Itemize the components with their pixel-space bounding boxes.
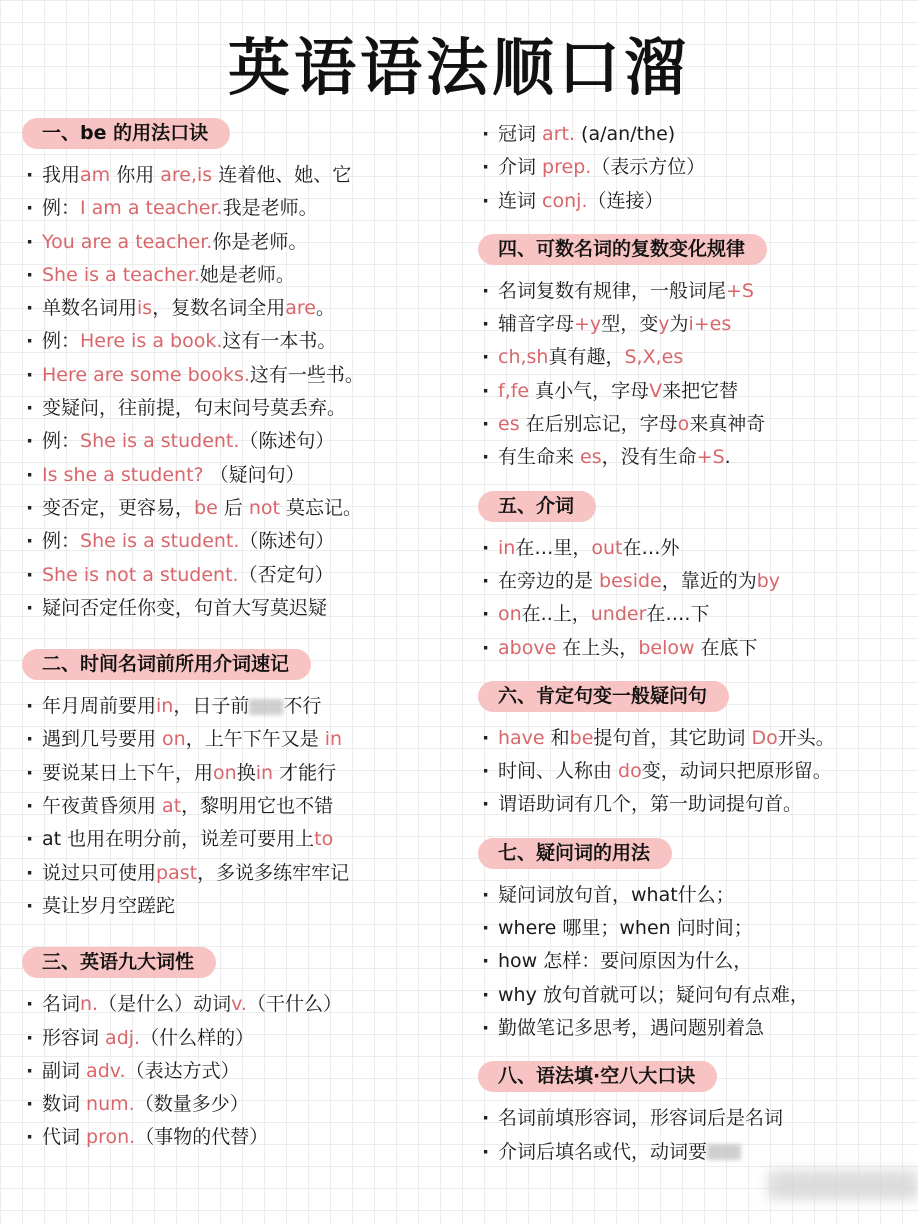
line-text: 单数名词用 [42,297,138,320]
highlighted-term: on [213,761,237,784]
bullet-line [478,408,903,441]
highlighted-term: to [314,828,334,851]
blurred-text [707,1144,741,1160]
highlighted-term: ch,sh [498,346,549,369]
line-text: 名词 [42,993,81,1016]
section-lines [478,722,903,822]
bullet-line [478,945,903,978]
bullet-line [22,425,452,458]
line-text: 连词 [498,189,543,212]
line-text: （连接） [587,189,664,212]
bullet-line [478,1012,903,1045]
line-text: 和 [544,726,570,749]
bullet-line [22,259,452,292]
line-text: 变疑问，往前提，句末问号莫丢弃。 [42,397,347,420]
bullet-line [22,492,452,525]
bullet-line [478,441,903,474]
line-text: ，复数名词全用 [152,297,286,320]
section-lines [22,988,452,1154]
highlighted-term: under [590,603,647,626]
line-text: 在…里， [515,536,592,559]
line-text: 遇到几号要用 [42,728,163,751]
bullet-line [22,690,452,723]
bullet-line [478,565,903,598]
bullet-line [22,723,452,756]
highlighted-term: pron. [86,1126,136,1149]
line-text: 变否定，更容易， [42,496,195,519]
line-text: 介词 [498,156,543,179]
section-grammar-fill [478,1061,903,1169]
highlighted-term: in [156,695,174,718]
bullet-line [478,755,903,788]
section-parts-of-speech [22,947,452,1154]
bullet-line [478,632,903,665]
highlighted-term: are,is [160,164,213,186]
line-text: 真小气，字母 [529,379,650,402]
section-heading: 五、介词 [478,491,596,522]
bullet-line [478,912,903,945]
line-text: （表示方位） [591,156,706,179]
highlighted-term: i+es [688,313,732,336]
line-text: 名词复数有规律，一般词尾 [498,279,727,302]
line-text: （数量多少） [134,1093,249,1116]
line-text: 年月周前要用 [42,695,157,718]
section-lines [478,118,903,218]
line-text: . [724,446,731,469]
section-lines [478,879,903,1045]
line-text: 才能行 [273,761,337,784]
line-text: 她是老师。 [199,263,295,286]
bullet-line [22,823,452,856]
highlighted-term: +y [574,313,602,336]
highlighted-term: S,X,es [624,346,684,369]
highlighted-term: f,fe [498,379,530,402]
highlighted-term: +S [696,446,725,469]
highlighted-term: on [498,603,522,626]
line-text: （否定句） [238,563,334,586]
section-parts-of-speech-continued [478,118,903,218]
line-text: （陈述句） [239,530,335,553]
highlighted-term: Here is a book. [80,330,223,353]
highlighted-term: art. [542,123,575,145]
highlighted-term: be [569,726,594,749]
line-text: at 也用在明分前，说差可要用上 [42,828,315,851]
bullet-line [22,790,452,823]
line-text: 在上头， [556,636,639,659]
section-lines [22,159,452,625]
bullet-line [22,325,452,358]
line-text: 例： [42,330,81,353]
highlighted-term: conj. [542,189,588,212]
line-text: 要说某日上下午，用 [42,761,214,784]
line-text: 辅音字母 [498,313,575,336]
line-text: 有生命来 [498,446,581,469]
highlighted-term: Is she a student? [42,463,204,486]
line-text: （疑问句） [203,463,305,486]
bullet-line [478,1102,903,1135]
highlighted-term: She is a teacher. [42,263,200,286]
section-question-conversion [478,681,903,822]
highlighted-term: prep. [542,156,592,179]
bullet-line [478,598,903,631]
blurred-text [249,699,283,715]
line-text: 冠词 [498,123,543,145]
line-text: 。 [315,297,335,320]
section-heading: 四、可数名词的复数变化规律 [478,234,767,265]
line-text: 来真神奇 [689,413,766,436]
line-text: 真有趣， [548,346,625,369]
bullet-line [22,1088,452,1121]
line-text: how 怎样：要问原因为什么， [498,950,753,973]
line-text: （干什么） [246,993,342,1016]
line-text: 后 [217,496,249,519]
line-text: 莫忘记。 [279,496,363,519]
highlighted-term: beside [599,569,662,592]
highlighted-term: v. [231,993,247,1016]
line-text: 我是老师。 [222,197,318,220]
bullet-line [22,359,452,392]
line-text: 时间、人称由 [498,760,619,783]
bullet-line [22,159,452,192]
section-lines [478,532,903,665]
line-text: 形容词 [42,1026,106,1049]
highlighted-term: in [498,536,516,559]
watermark-blur [768,1170,918,1200]
bullet-line [478,341,903,374]
line-text: （什么样的） [140,1026,255,1049]
bullet-line [478,788,903,821]
highlighted-term: am [80,164,111,186]
line-text: 型，变 [601,313,659,336]
line-text: 你用 [110,164,161,186]
left-column [22,118,452,1155]
line-text: 疑问词放句首，what什么； [498,883,735,906]
highlighted-term: es [580,446,602,469]
bullet-line [22,1121,452,1154]
section-lines [478,1102,903,1169]
line-text: ，日子前 [173,695,250,718]
line-text: 勤做笔记多思考，遇问题别着急 [498,1016,765,1039]
line-text: 变，动词只把原形留。 [641,760,832,783]
highlighted-term: past [156,861,198,884]
bullet-line [22,757,452,790]
bullet-line [478,375,903,408]
line-text: 连着他、她、它 [212,164,352,186]
bullet-line [22,292,452,325]
line-text: where 哪里；when 问时间； [498,917,753,940]
section-heading: 一、be 的用法口诀 [22,118,230,149]
line-text: 你是老师。 [212,230,308,253]
section-lines [22,690,452,923]
highlighted-term: n. [80,993,99,1016]
line-text: 副词 [42,1059,87,1082]
line-text: ，靠近的为 [661,569,757,592]
line-text: （事物的代替） [135,1126,269,1149]
line-text: 数词 [42,1093,87,1116]
line-text: 我用 [42,164,81,186]
highlighted-term: +S [726,279,754,302]
highlighted-term: She is not a student. [42,563,239,586]
line-text: 在..上， [521,603,591,626]
bullet-line [22,525,452,558]
bullet-line [22,226,452,259]
section-prepositions [478,491,903,665]
highlighted-term: are [285,297,316,320]
line-text: 午夜黄昏须用 [42,795,163,818]
bullet-line [478,532,903,565]
section-heading: 八、语法填·空八大口诀 [478,1061,717,1092]
highlighted-term: I am a teacher. [80,197,223,220]
section-question-words [478,838,903,1045]
line-text: （是什么）动词 [98,993,232,1016]
line-text: (a/an/the) [575,123,676,145]
line-text: 在后别忘记，字母 [519,413,678,436]
line-text: 在底下 [694,636,758,659]
line-text: ，多说多练牢牢记 [197,861,350,884]
right-column [478,118,903,1169]
bullet-line [22,890,452,923]
line-text: 这有一本书。 [222,330,337,353]
line-text: 提句首，其它助词 [593,726,752,749]
section-plural-rules [478,234,903,475]
bullet-line [22,1055,452,1088]
bullet-line [22,592,452,625]
section-heading: 七、疑问词的用法 [478,838,672,869]
highlighted-term: in [324,728,343,751]
section-lines [478,275,903,475]
highlighted-term: y [658,313,670,336]
highlighted-term: adj. [105,1026,141,1049]
bullet-line [22,192,452,225]
bullet-line [22,459,452,492]
line-text: 名词前填形容词，形容词后是名词 [498,1107,784,1130]
line-text: 在….下 [646,603,710,626]
line-text: ，上午下午又是 [185,728,325,751]
bullet-line [478,151,903,184]
highlighted-term: is [137,297,153,320]
highlighted-term: Do [751,726,778,749]
line-text: 莫让岁月空蹉跎 [42,894,176,917]
line-text: ，没有生命 [601,446,697,469]
line-text: 疑问否定任你变，句首大写莫迟疑 [42,596,328,619]
line-text: 说过只可使用 [42,861,157,884]
section-heading: 六、肯定句变一般疑问句 [478,681,729,712]
line-text: 例： [42,430,81,453]
bullet-line [22,857,452,890]
highlighted-term: adv. [86,1059,126,1082]
bullet-line [22,559,452,592]
page-title: 英语语法顺口溜 [227,31,690,104]
section-heading: 二、时间名词前所用介词速记 [22,649,311,680]
bullet-line [478,979,903,1012]
bullet-line [478,1136,903,1169]
bullet-line [22,392,452,425]
line-text: 不行 [283,695,322,718]
highlighted-term: She is a student. [80,430,240,453]
line-text: 介词后填名或代，动词要 [498,1140,708,1163]
line-text: （表达方式） [125,1059,240,1082]
line-text: 为 [669,313,689,336]
highlighted-term: have [498,726,545,749]
highlighted-term: o [677,413,690,436]
line-text: 例： [42,197,81,220]
highlighted-term: not [248,496,280,519]
line-text: （陈述句） [239,430,335,453]
line-text: why 放句首就可以；疑问句有点难， [498,983,809,1006]
bullet-line [22,988,452,1021]
line-text: 来把它替 [662,379,739,402]
highlighted-term: You are a teacher. [42,230,213,253]
highlighted-term: on [162,728,186,751]
line-text: 代词 [42,1126,87,1149]
bullet-line [22,1022,452,1055]
highlighted-term: by [756,569,781,592]
line-text: 换 [236,761,256,784]
section-be-usage [22,118,452,625]
line-text: 谓语助词有几个，第一助词提句首。 [498,793,803,816]
bullet-line [478,275,903,308]
highlighted-term: below [638,636,695,659]
highlighted-term: out [591,536,623,559]
highlighted-term: above [498,636,557,659]
line-text: 在…外 [622,536,680,559]
highlighted-term: es [498,413,520,436]
bullet-line [478,185,903,218]
highlighted-term: She is a student. [80,530,240,553]
bullet-line [478,118,903,151]
highlighted-term: Here are some books. [42,363,250,386]
line-text: ，黎明用它也不错 [181,795,334,818]
highlighted-term: do [618,760,642,783]
bullet-line [478,722,903,755]
section-heading: 三、英语九大词性 [22,947,216,978]
highlighted-term: at [162,795,182,818]
line-text: 例： [42,530,81,553]
bullet-line [478,879,903,912]
section-time-prepositions [22,649,452,923]
highlighted-term: V [649,379,663,402]
line-text: 在旁边的是 [498,569,600,592]
bullet-line [478,308,903,341]
highlighted-term: in [255,761,274,784]
line-text: 开头。 [777,726,835,749]
highlighted-term: num. [86,1093,135,1116]
highlighted-term: be [194,496,218,519]
line-text: 这有一些书。 [249,363,364,386]
